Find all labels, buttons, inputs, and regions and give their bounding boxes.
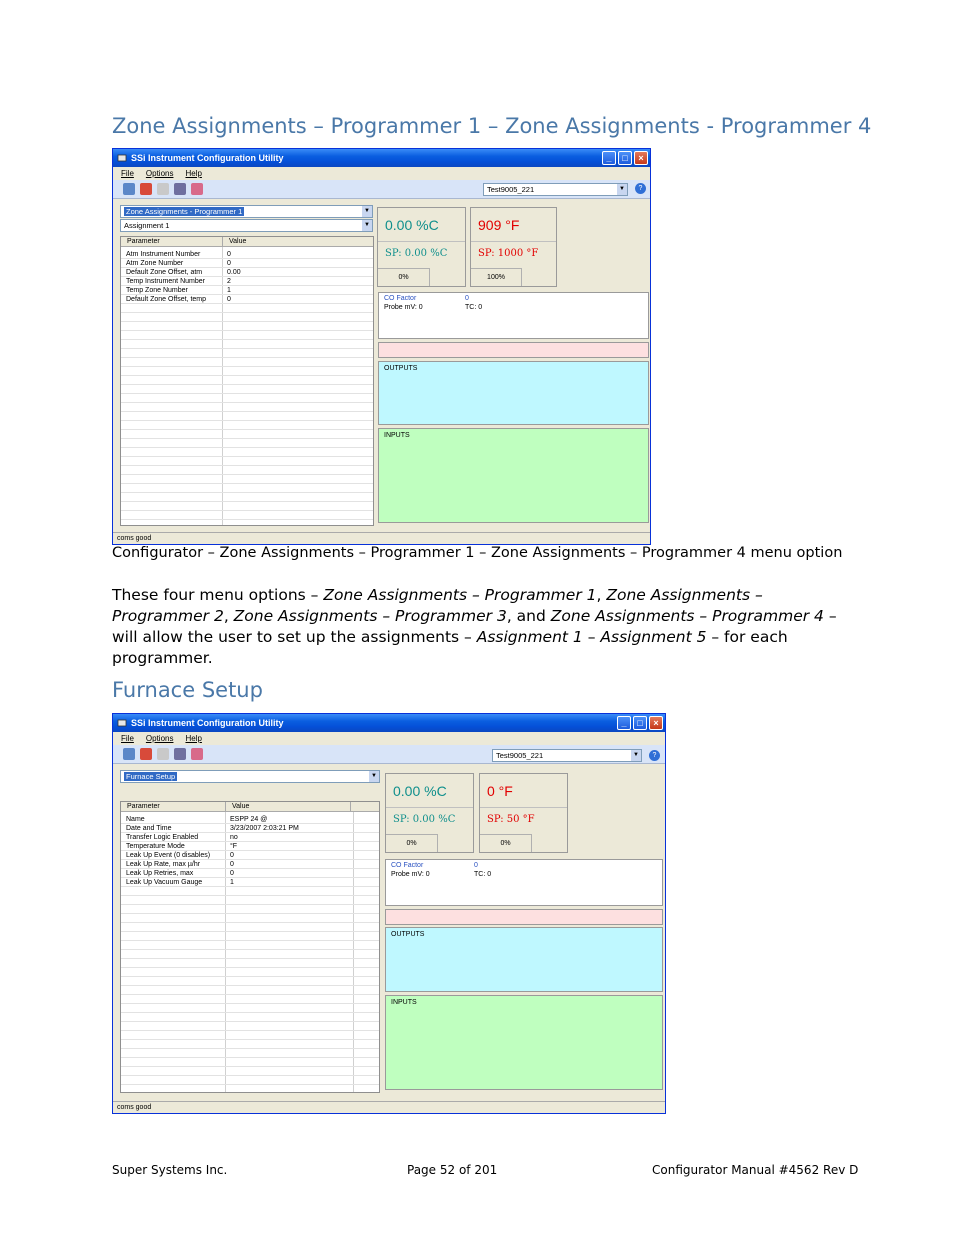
grid-row-line — [121, 447, 373, 448]
probe-mv: Probe mV: 0 — [384, 304, 423, 311]
grid-row-line — [121, 303, 373, 304]
grid-row-line — [121, 1039, 379, 1040]
chevron-down-icon: ▼ — [369, 771, 379, 782]
grid-row-line — [121, 886, 379, 887]
app-window-furnace-setup — [112, 713, 666, 1114]
footer-manual: Configurator Manual #4562 Rev D — [652, 1163, 859, 1177]
settings-icon[interactable] — [174, 748, 186, 760]
grid-header-parameter[interactable]: Parameter — [121, 802, 226, 812]
minimize-button[interactable]: _ — [617, 716, 631, 730]
maximize-button[interactable]: □ — [618, 151, 632, 165]
grid-row-line — [121, 832, 379, 833]
grid-row-line — [121, 976, 379, 977]
grid-row-line — [121, 519, 373, 520]
grid-row-line — [121, 312, 373, 313]
carbon-display-panel — [377, 207, 466, 287]
inputs-box — [385, 995, 663, 1090]
connect-icon[interactable] — [123, 183, 135, 195]
grid-row-line — [121, 985, 379, 986]
grid-row-line — [121, 366, 373, 367]
outputs-label: OUTPUTS — [391, 931, 425, 938]
menu-bar — [113, 732, 665, 745]
grid-header-blank[interactable] — [351, 802, 380, 812]
carbon-output-percent: 0% — [378, 268, 430, 286]
grid-row-line — [121, 877, 379, 878]
carbon-output-percent: 0% — [386, 834, 438, 852]
grid-row-line — [121, 994, 379, 995]
grid-row-line — [121, 483, 373, 484]
close-button[interactable]: × — [634, 151, 648, 165]
temperature-setpoint: SP: 1000 °F — [478, 248, 539, 259]
table-row[interactable]: Atm Instrument Number 0 — [126, 251, 231, 258]
grid-row-line — [121, 375, 373, 376]
grid-row-line — [121, 1066, 379, 1067]
grid-row-line — [121, 411, 373, 412]
menu-help[interactable]: Help — [185, 169, 202, 178]
menu-file[interactable]: File — [121, 169, 134, 178]
grid-row-line — [121, 438, 373, 439]
grid-row-line — [121, 285, 373, 286]
tool-icon[interactable] — [157, 183, 169, 195]
alarm-bar — [385, 909, 663, 925]
grid-row-line — [121, 321, 373, 322]
table-row[interactable]: Atm Zone Number 0 — [126, 260, 231, 267]
grid-row-line — [121, 1057, 379, 1058]
maximize-button[interactable]: □ — [633, 716, 647, 730]
menu-help[interactable]: Help — [185, 734, 202, 743]
app-icon — [117, 718, 127, 728]
grid-row-line — [121, 1021, 379, 1022]
grid-row-line — [121, 474, 373, 475]
grid-row-line — [121, 357, 373, 358]
probe-info-box — [385, 859, 663, 906]
grid-row-line — [121, 922, 379, 923]
carbon-value: 0.00 %C — [385, 217, 439, 233]
probe-mv: Probe mV: 0 — [391, 871, 430, 878]
temperature-output-percent: 0% — [480, 834, 532, 852]
carbon-setpoint: SP: 0.00 %C — [393, 814, 456, 825]
grid-row-line — [121, 339, 373, 340]
grid-row-line — [121, 393, 373, 394]
grid-row-line — [121, 1030, 379, 1031]
chevron-down-icon: ▼ — [631, 750, 641, 761]
menu-option-select[interactable]: Zone Assignments - Programmer 1 ▼ — [120, 205, 373, 218]
grid-row-line — [121, 258, 373, 259]
grid-row-line — [121, 967, 379, 968]
window-titlebar[interactable] — [113, 714, 665, 732]
grid-row-line — [121, 841, 379, 842]
grid-row-line — [121, 850, 379, 851]
section-heading-furnace-setup: Furnace Setup — [112, 678, 263, 702]
section-heading-zone-assignments: Zone Assignments – Programmer 1 – Zone Assignments - Programmer 4 — [112, 114, 872, 138]
grid-row-line — [121, 1012, 379, 1013]
table-row[interactable]: Temp Instrument Number 2 — [126, 278, 231, 285]
table-row[interactable]: Leak Up Event (0 disables) 0 — [126, 852, 234, 859]
carbon-setpoint: SP: 0.00 %C — [385, 248, 448, 259]
footer-page-number: Page 52 of 201 — [407, 1163, 498, 1177]
carbon-value: 0.00 %C — [393, 783, 447, 799]
menu-option-select[interactable]: Furnace Setup ▼ — [120, 770, 380, 783]
grid-row-line — [121, 465, 373, 466]
body-paragraph: These four menu options – Zone Assignments – Programmer 1, Zone Assignments – Programmer 2, Zone Assignments – Programmer 3, and Zone Assignments – Programmer 4 – will allow the user to set up the assignments – Assignment 1 – Assignment 5 – for each programmer. — [112, 586, 837, 667]
table-row[interactable]: Temp Zone Number 1 — [126, 287, 231, 294]
grid-row-line — [121, 1084, 379, 1085]
grid-row-line — [121, 276, 373, 277]
outputs-label: OUTPUTS — [384, 365, 418, 372]
figure-caption: Configurator – Zone Assignments – Programmer 1 – Zone Assignments – Programmer 4 menu option — [112, 545, 843, 561]
parameter-grid — [120, 236, 374, 526]
table-row[interactable]: Date and Time 3/23/2007 2:03:21 PM — [126, 825, 299, 832]
toolbar — [113, 745, 665, 764]
grid-row-line — [121, 958, 379, 959]
grid-row-line — [121, 1003, 379, 1004]
chevron-down-icon: ▼ — [362, 206, 372, 217]
table-row[interactable]: Default Zone Offset, atm 0.00 — [126, 269, 241, 276]
parameter-grid — [120, 801, 380, 1093]
grid-row-line — [121, 429, 373, 430]
grid-row-line — [121, 510, 373, 511]
inputs-box — [378, 428, 649, 523]
co-factor-label: CO Factor — [384, 295, 417, 302]
grid-row-line — [121, 1075, 379, 1076]
table-row[interactable]: Leak Up Vacuum Gauge 1 — [126, 879, 234, 886]
assignment-select[interactable]: Assignment 1 ▼ — [120, 219, 373, 232]
grid-row-line — [121, 931, 379, 932]
grid-header-value[interactable]: Value — [223, 237, 374, 247]
app-icon — [117, 153, 127, 163]
grid-row-line — [121, 1048, 379, 1049]
edit-icon[interactable] — [191, 748, 203, 760]
grid-header-parameter[interactable]: Parameter — [121, 237, 223, 247]
app-window-zone-assignments — [112, 148, 651, 545]
temperature-value: 0 °F — [487, 783, 513, 799]
grid-row-line — [121, 949, 379, 950]
tc-value: TC: 0 — [465, 304, 483, 311]
grid-row-line — [121, 913, 379, 914]
status-bar: coms good — [113, 1101, 665, 1113]
help-icon[interactable]: ? — [635, 183, 646, 194]
stop-icon[interactable] — [140, 183, 152, 195]
inputs-label: INPUTS — [384, 432, 410, 439]
temperature-output-percent: 100% — [471, 268, 522, 286]
grid-row-line — [121, 348, 373, 349]
temperature-setpoint: SP: 50 °F — [487, 814, 535, 825]
menu-bar — [113, 167, 650, 180]
minimize-button[interactable]: _ — [602, 151, 616, 165]
temperature-value: 909 °F — [478, 217, 520, 233]
chevron-down-icon: ▼ — [362, 220, 372, 231]
tool-icon[interactable] — [157, 748, 169, 760]
help-icon[interactable]: ? — [649, 750, 660, 761]
stop-icon[interactable] — [140, 748, 152, 760]
grid-row-line — [121, 904, 379, 905]
outputs-box — [385, 927, 663, 992]
outputs-box — [378, 361, 649, 425]
grid-row-line — [121, 859, 379, 860]
grid-row-line — [121, 492, 373, 493]
connect-icon[interactable] — [123, 748, 135, 760]
temperature-display-panel — [479, 773, 568, 853]
footer-company: Super Systems Inc. — [112, 1163, 228, 1177]
toolbar — [113, 180, 650, 199]
status-bar: coms good — [113, 532, 650, 544]
table-row[interactable]: Temperature Mode °F — [126, 843, 238, 850]
table-row[interactable]: Leak Up Rate, max µ/hr 0 — [126, 861, 234, 868]
table-row[interactable]: Transfer Logic Enabled no — [126, 834, 238, 841]
table-row[interactable]: Name ESPP 24 @ — [126, 816, 268, 823]
grid-row-line — [121, 823, 379, 824]
tc-value: TC: 0 — [474, 871, 492, 878]
grid-row-line — [121, 501, 373, 502]
alarm-bar — [378, 342, 649, 358]
grid-header-value[interactable]: Value — [226, 802, 351, 812]
grid-row-line — [121, 384, 373, 385]
settings-icon[interactable] — [174, 183, 186, 195]
window-title: SSi Instrument Configuration Utility — [131, 718, 284, 728]
co-factor-value: 0 — [474, 862, 478, 869]
instrument-select[interactable]: Test9005_221 ▼ — [492, 749, 642, 762]
edit-icon[interactable] — [191, 183, 203, 195]
window-titlebar[interactable] — [113, 149, 650, 167]
table-row[interactable]: Default Zone Offset, temp 0 — [126, 296, 231, 303]
carbon-display-panel — [385, 773, 474, 853]
grid-row-line — [121, 294, 373, 295]
menu-options[interactable]: Options — [145, 169, 174, 178]
close-button[interactable]: × — [649, 716, 663, 730]
grid-row-line — [121, 456, 373, 457]
grid-row-line — [121, 868, 379, 869]
instrument-select[interactable]: Test9005_221 ▼ — [483, 183, 628, 196]
temperature-display-panel — [470, 207, 557, 287]
co-factor-value: 0 — [465, 295, 469, 302]
inputs-label: INPUTS — [391, 999, 417, 1006]
grid-row-line — [121, 267, 373, 268]
grid-row-line — [121, 402, 373, 403]
grid-row-line — [121, 330, 373, 331]
menu-options[interactable]: Options — [145, 734, 174, 743]
grid-row-line — [121, 940, 379, 941]
co-factor-label: CO Factor — [391, 862, 424, 869]
grid-row-line — [121, 420, 373, 421]
window-title: SSi Instrument Configuration Utility — [131, 153, 284, 163]
chevron-down-icon: ▼ — [617, 184, 627, 195]
table-row[interactable]: Leak Up Retries, max 0 — [126, 870, 234, 877]
menu-file[interactable]: File — [121, 734, 134, 743]
probe-info-box — [378, 292, 649, 339]
grid-row-line — [121, 895, 379, 896]
